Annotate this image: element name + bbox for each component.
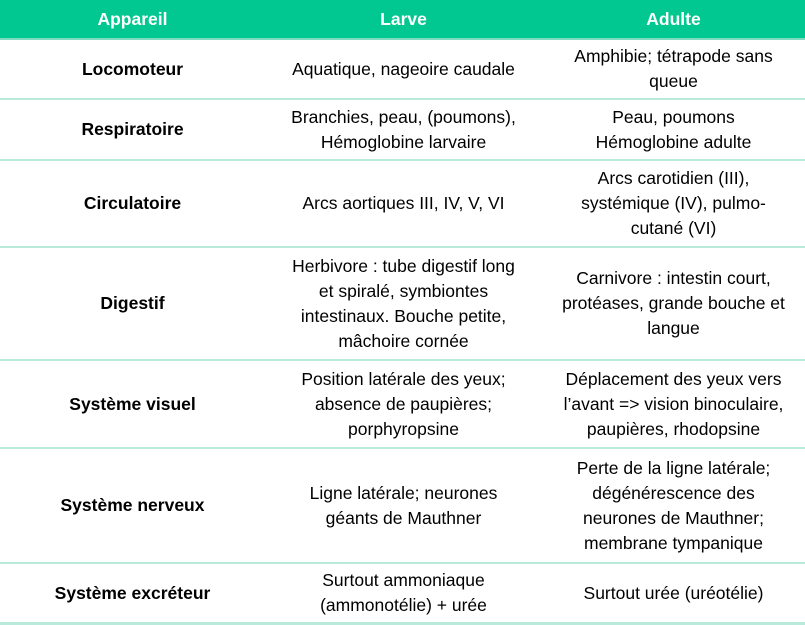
- row-label: Digestif: [100, 293, 165, 313]
- table-row-respiratoire: [0, 100, 805, 161]
- row-label: Respiratoire: [81, 119, 184, 139]
- table-row-systeme-excreteur: [0, 564, 805, 622]
- adult-cell: Carnivore : intestin court, protéases, grande bouche et langue: [562, 268, 785, 338]
- adult-cell: Amphibie; tétrapode sans queue: [574, 46, 773, 91]
- table-row-circulatoire: [0, 161, 805, 248]
- adult-cell: Perte de la ligne latérale; dégénérescence des neurones de Mauthner; membrane tympanique: [576, 457, 771, 553]
- larva-cell: Ligne latérale; neurones géants de Mauthner: [309, 482, 498, 528]
- larva-cell: Herbivore : tube digestif long et spiralé, symbiontes intestinaux. Bouche petite, mâchoire cornée: [292, 255, 515, 351]
- adult-cell: Surtout urée (uréotélie): [583, 582, 764, 603]
- adult-cell: Arcs carotidien (III), systémique (IV), pulmo- cutané (VI): [581, 168, 766, 238]
- table-header: [0, 0, 805, 40]
- table-row-systeme-visuel: [0, 361, 805, 449]
- adult-cell: Déplacement des yeux vers l’avant => vision binoculaire, paupières, rhodopsine: [563, 368, 784, 439]
- row-label: Système nerveux: [60, 495, 205, 515]
- larva-cell: Position latérale des yeux; absence de paupières; porphyropsine: [301, 368, 506, 439]
- table-row-locomoteur: [0, 40, 805, 100]
- larva-cell: Branchies, peau, (poumons), Hémoglobine larvaire: [291, 106, 516, 152]
- table-row-systeme-nerveux: [0, 449, 805, 564]
- table-row-digestif: [0, 248, 805, 361]
- header-appareil: Appareil: [97, 8, 168, 29]
- row-label: Locomoteur: [81, 58, 184, 79]
- adult-cell: Peau, poumons Hémoglobine adulte: [595, 106, 752, 152]
- larva-cell: Aquatique, nageoire caudale: [292, 58, 515, 79]
- header-larve: Larve: [380, 8, 427, 29]
- row-label: Système visuel: [69, 393, 196, 414]
- header-adulte: Adulte: [646, 8, 701, 29]
- larva-cell: Arcs aortiques III, IV, V, VI: [302, 193, 505, 213]
- larva-cell: Surtout ammoniaque (ammonotélie) + urée: [320, 570, 487, 615]
- row-label: Circulatoire: [83, 193, 182, 213]
- row-label: Système excréteur: [54, 582, 211, 603]
